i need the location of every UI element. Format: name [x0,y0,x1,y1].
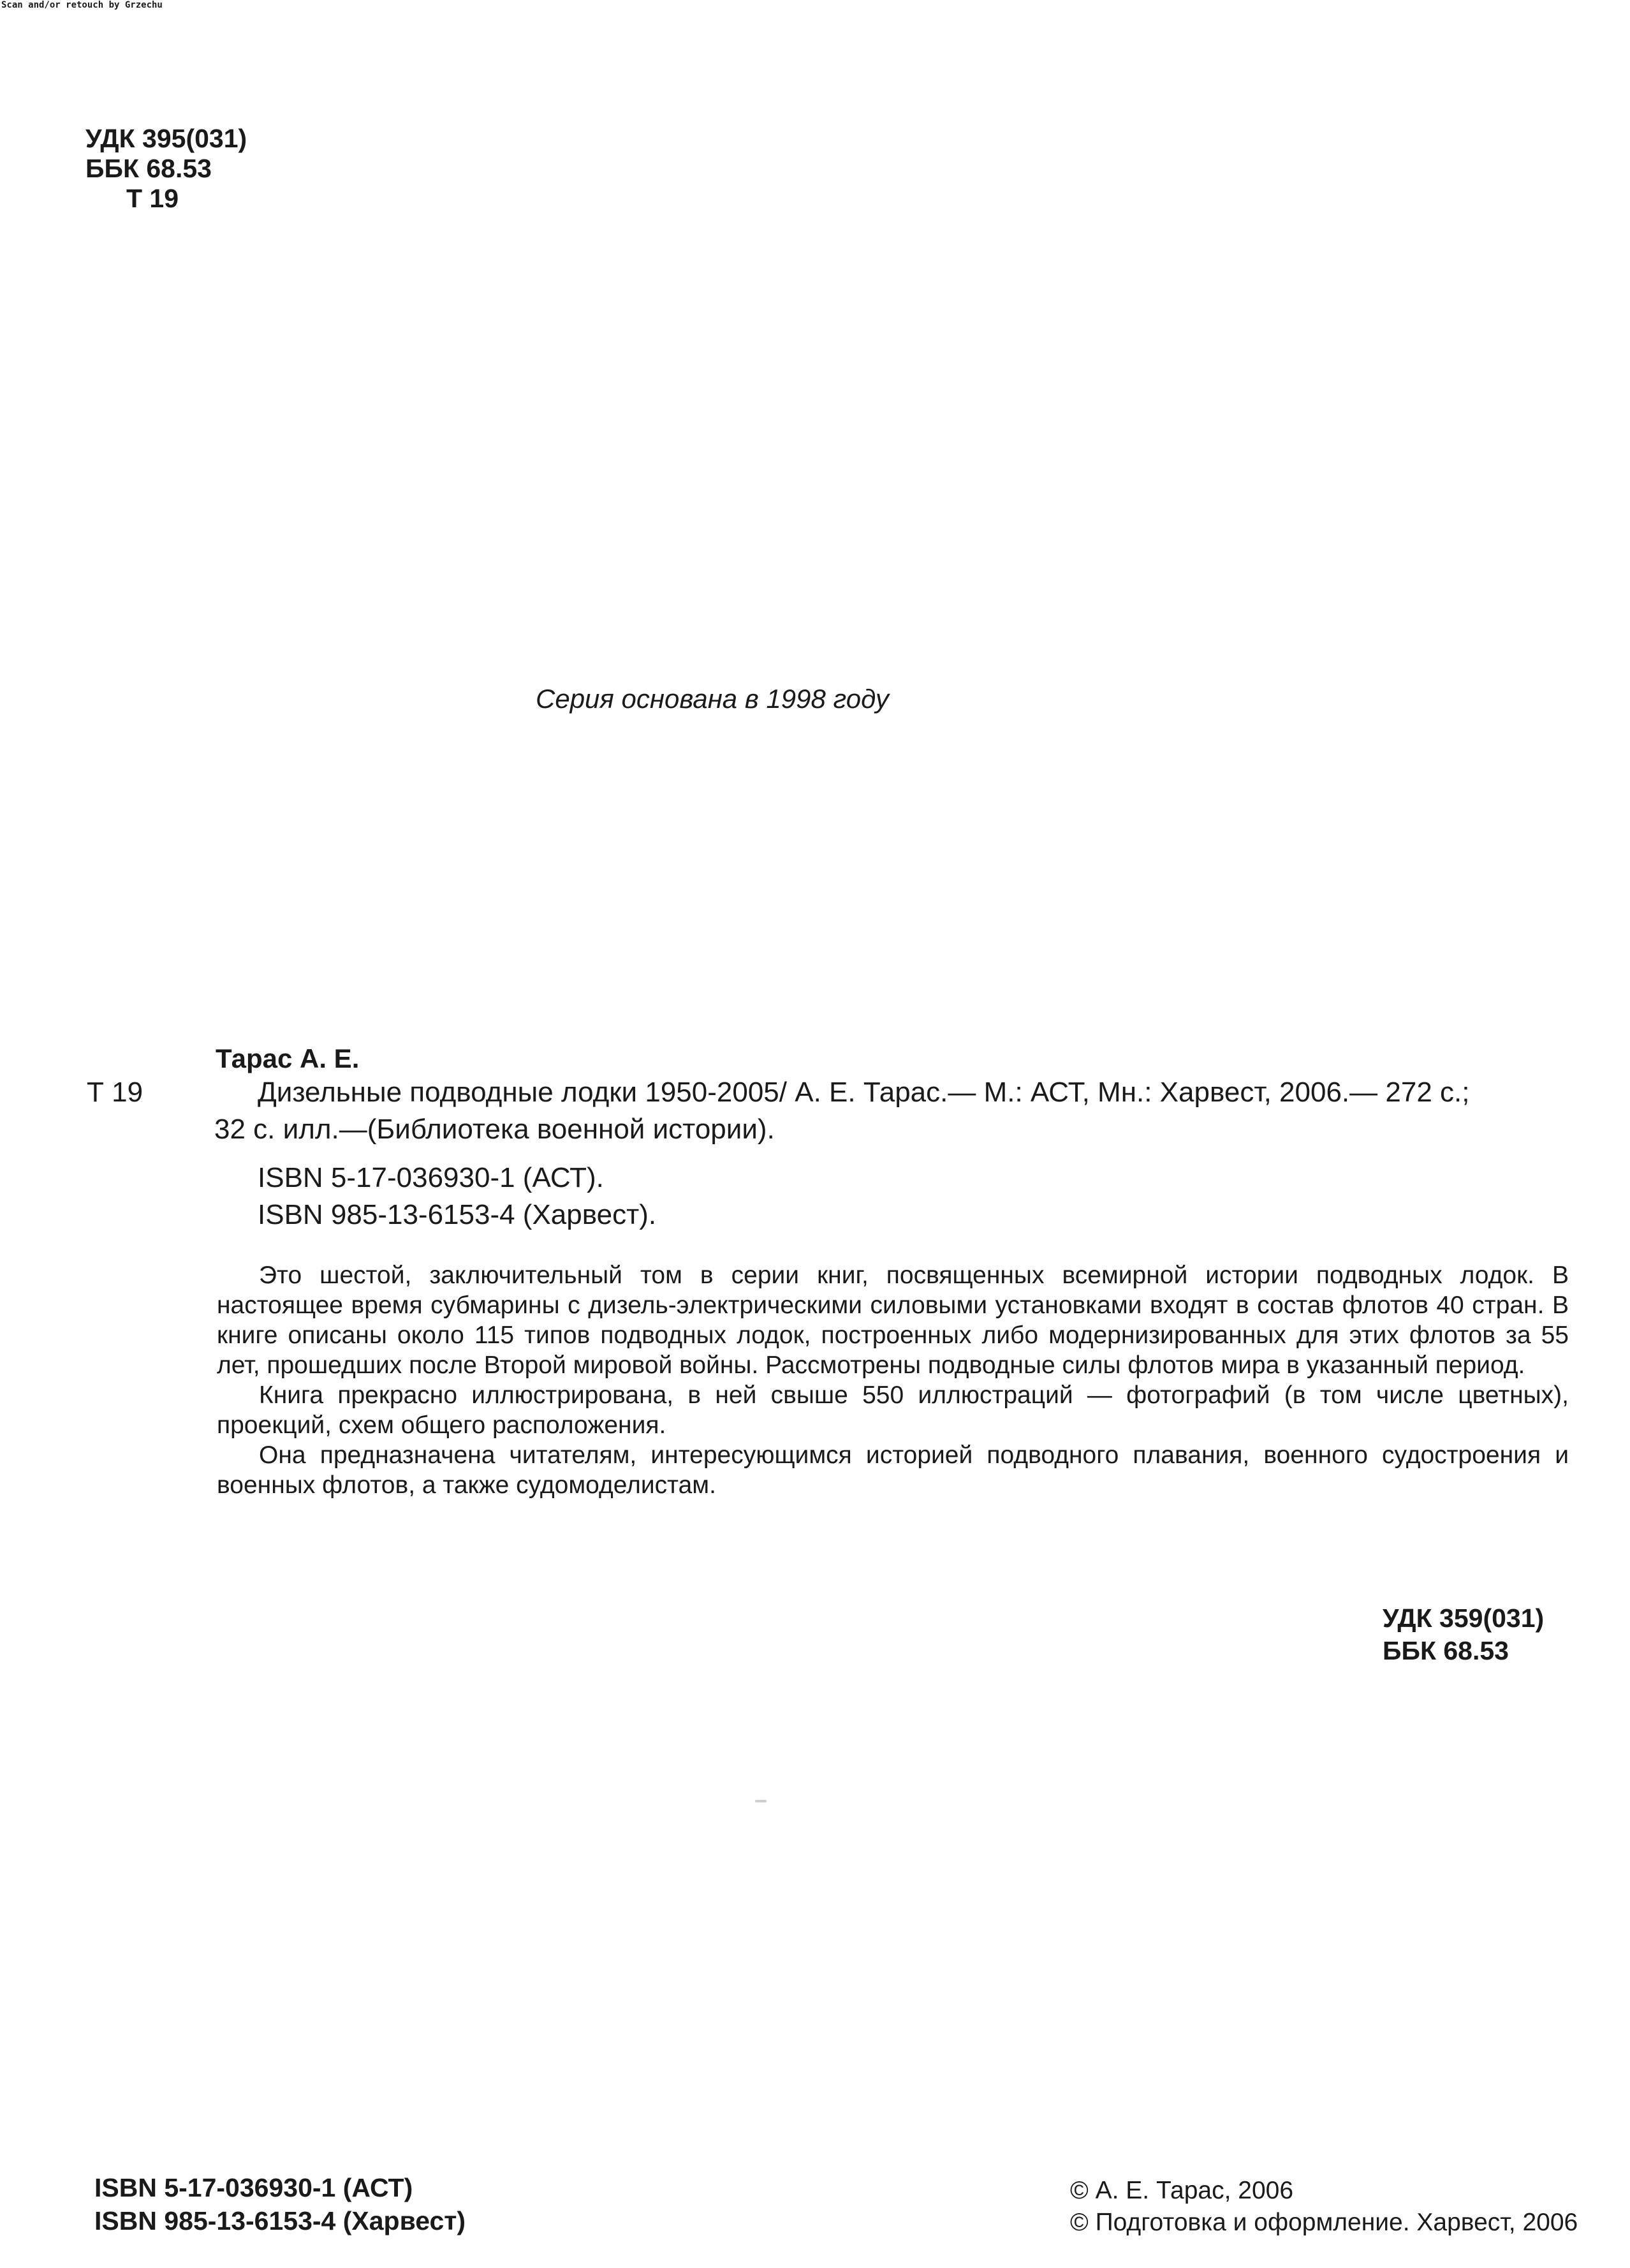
udk-code: УДК 395(031) [85,124,247,153]
isbn-block [94,2171,466,2237]
description-line-1: Дизельные подводные лодки 1950-2005/ А. Е. Тарас.— М.: АСТ, Мн.: Харвест, 2006.— 272 с.; [258,1077,1470,1108]
author-mark-bibliographic: Т 19 [87,1077,143,1108]
bbk-code: ББК 68.53 [1383,1636,1509,1665]
classification-bottom [1383,1602,1544,1667]
bbk-code: ББК 68.53 [85,154,212,183]
copyright-author: © А. Е. Тарас, 2006 [1070,2177,1294,2204]
isbn-harvest: ISBN 985-13-6153-4 (Харвест). [258,1199,657,1230]
copyright-publisher: © Подготовка и оформление. Харвест, 2006 [1070,2209,1578,2236]
annotation-paragraph: Она предназначена читателям, интересующимся историей подводного плавания, военного судостроения и военных флотов, а также судомоделистам. [217,1441,1569,1499]
scan-credit: Scan and/or retouch by Grzechu [1,0,163,10]
author-mark: Т 19 [126,184,179,213]
series-note: Серия основана в 1998 году [536,684,889,714]
annotation-paragraph: Книга прекрасно иллюстрирована, в ней свыше 550 иллюстраций — фотографий (в том числе цветных), проекций, схем общего расположения. [217,1381,1569,1439]
author-name: Тарас А. Е. [216,1043,360,1073]
isbn-ast: ISBN 5-17-036930-1 (АСТ). [258,1162,604,1193]
classification-top [85,124,247,214]
description-line-2: 32 с. илл.—(Библиотека военной истории). [214,1114,775,1145]
annotation-paragraph: Это шестой, заключительный том в серии книг, посвященных всемирной истории подводных лодок. В настоящее время субмарины с дизель-электрическими силовыми установками входят в состав флотов 40 стран. В книге описаны около 115 типов подводных лодок, построенных либо модернизированных для этих флотов за 55 лет, прошедших после Второй мировой войны. Рассмотрены подводные силы флотов мира в указанный период. [217,1262,1569,1379]
copyright-block [1070,2175,1578,2239]
scan-speck [755,1800,767,1802]
isbn-harvest: ISBN 985-13-6153-4 (Харвест) [94,2206,466,2235]
annotation [217,1260,1569,1500]
udk-code: УДК 359(031) [1383,1603,1545,1633]
isbn-ast: ISBN 5-17-036930-1 (АСТ) [94,2173,413,2202]
